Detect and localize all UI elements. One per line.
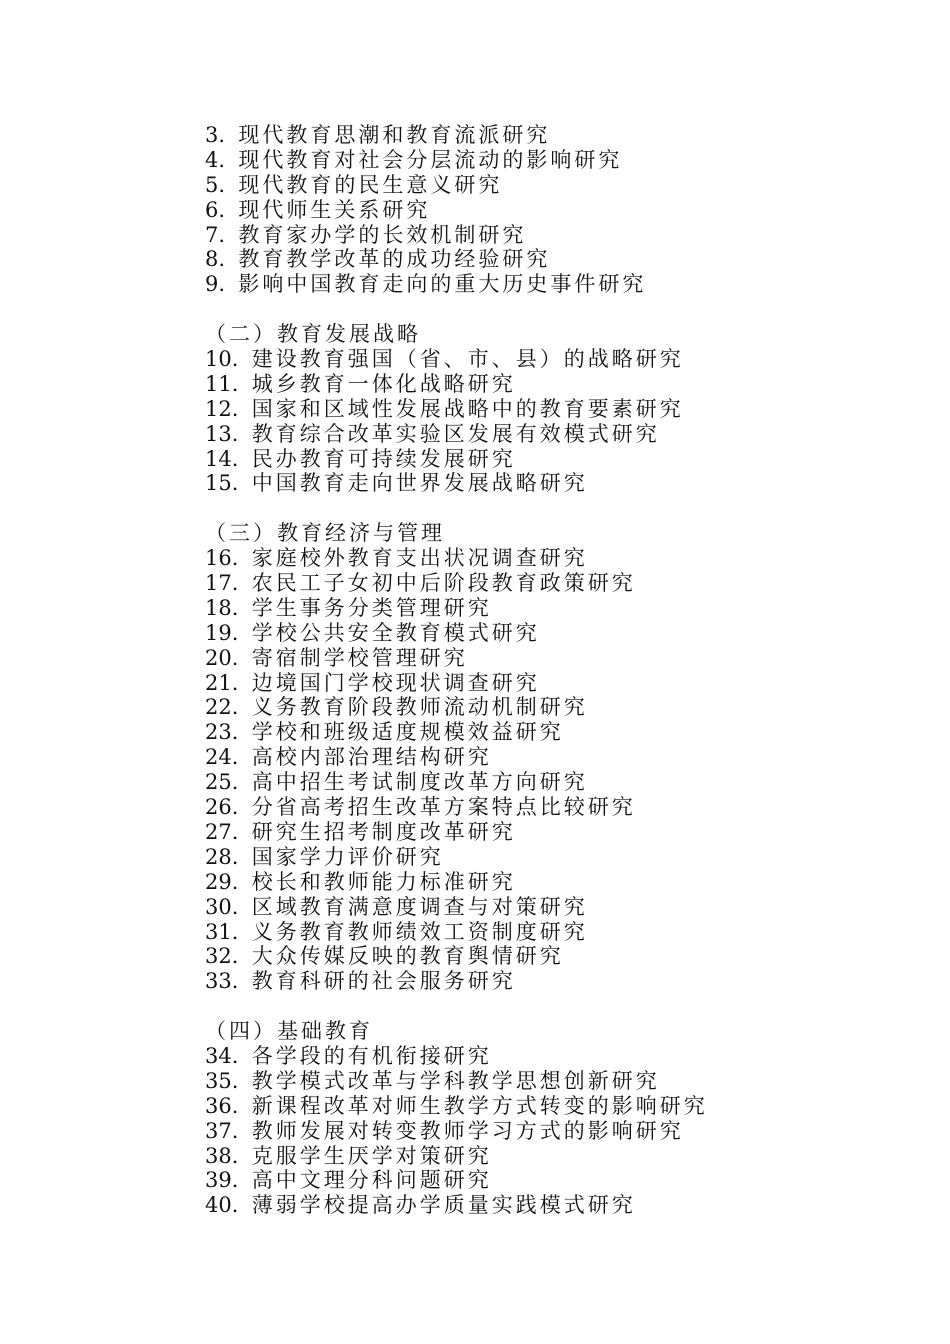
item-text: 高中招生考试制度改革方向研究 (251, 770, 588, 795)
list-item (205, 795, 925, 820)
list-item (205, 671, 925, 696)
item-number: 35. (205, 1068, 239, 1093)
item-text: 学校和班级适度规模效益研究 (251, 720, 564, 745)
item-text: 家庭校外教育支出状况调查研究 (251, 546, 588, 571)
item-text: 教学模式改革与学科教学思想创新研究 (251, 1068, 660, 1093)
item-text: 影响中国教育走向的重大历史事件研究 (238, 272, 647, 297)
item-number: 30. (205, 894, 239, 919)
item-text: 民办教育可持续发展研究 (251, 446, 516, 471)
item-number: 18. (205, 595, 239, 620)
section-heading-text: （四）基础教育 (205, 1019, 373, 1044)
item-number: 32. (205, 944, 239, 969)
item-number: 11. (205, 371, 239, 396)
item-number: 8. (205, 247, 226, 272)
document-page (205, 123, 925, 1218)
section-economics-management (205, 521, 925, 994)
item-number: 39. (205, 1168, 239, 1193)
item-number: 6. (205, 197, 226, 222)
item-text: 学生事务分类管理研究 (251, 595, 492, 620)
list-item (205, 397, 925, 422)
item-text: 现代师生关系研究 (238, 197, 431, 222)
list-item (205, 720, 925, 745)
section-heading (205, 521, 925, 546)
item-text: 农民工子女初中后阶段教育政策研究 (251, 571, 636, 596)
item-text: 寄宿制学校管理研究 (251, 645, 468, 670)
list-item (205, 1119, 925, 1144)
item-text: 大众传媒反映的教育舆情研究 (251, 944, 564, 969)
item-number: 25. (205, 770, 239, 795)
item-text: 研究生招考制度改革研究 (251, 819, 516, 844)
list-item (205, 820, 925, 845)
item-number: 5. (205, 172, 226, 197)
item-text: 义务教育阶段教师流动机制研究 (251, 695, 588, 720)
item-text: 国家和区域性发展战略中的教育要素研究 (251, 396, 684, 421)
item-number: 36. (205, 1093, 239, 1118)
item-number: 29. (205, 869, 239, 894)
list-item (205, 845, 925, 870)
list-item (205, 1168, 925, 1193)
item-number: 7. (205, 222, 226, 247)
list-item (205, 1094, 925, 1119)
item-number: 17. (205, 571, 239, 596)
item-number: 4. (205, 147, 226, 172)
item-text: 中国教育走向世界发展战略研究 (251, 471, 588, 496)
list-item (205, 422, 925, 447)
item-number: 10. (205, 347, 239, 372)
item-number: 21. (205, 670, 239, 695)
item-text: 建设教育强国（省、市、县）的战略研究 (251, 347, 684, 372)
item-number: 19. (205, 620, 239, 645)
item-number: 22. (205, 695, 239, 720)
item-text: 薄弱学校提高办学质量实践模式研究 (251, 1193, 636, 1218)
item-text: 教育综合改革实验区发展有效模式研究 (251, 421, 660, 446)
list-item (205, 123, 925, 148)
list-item (205, 347, 925, 372)
list-item (205, 870, 925, 895)
item-text: 学校公共安全教育模式研究 (251, 620, 540, 645)
item-text: 教育科研的社会服务研究 (251, 969, 516, 994)
list-item (205, 969, 925, 994)
section-basic-education (205, 1019, 925, 1218)
list-item (205, 596, 925, 621)
list-item (205, 646, 925, 671)
list-item (205, 621, 925, 646)
list-item (205, 546, 925, 571)
item-text: 各学段的有机衔接研究 (251, 1043, 492, 1068)
list-item (205, 1069, 925, 1094)
item-text: 义务教育教师绩效工资制度研究 (251, 919, 588, 944)
item-number: 16. (205, 546, 239, 571)
list-item (205, 1193, 925, 1218)
item-text: 新课程改革对师生教学方式转变的影响研究 (251, 1093, 708, 1118)
list-item (205, 1144, 925, 1169)
list-item (205, 272, 925, 297)
list-item (205, 944, 925, 969)
list-item (205, 920, 925, 945)
list-item (205, 148, 925, 173)
item-text: 教育教学改革的成功经验研究 (238, 247, 551, 272)
list-item (205, 372, 925, 397)
item-number: 23. (205, 720, 239, 745)
list-item (205, 1044, 925, 1069)
list-item (205, 571, 925, 596)
item-text: 现代教育的民生意义研究 (238, 172, 503, 197)
item-number: 37. (205, 1118, 239, 1143)
item-text: 区域教育满意度调查与对策研究 (251, 894, 588, 919)
list-item (205, 247, 925, 272)
item-text: 分省高考招生改革方案特点比较研究 (251, 795, 636, 820)
item-number: 3. (205, 123, 226, 147)
topic-list-continued (205, 123, 925, 297)
item-number: 34. (205, 1043, 239, 1068)
item-number: 9. (205, 272, 226, 297)
item-text: 边境国门学校现状调查研究 (251, 670, 540, 695)
list-item (205, 471, 925, 496)
item-text: 城乡教育一体化战略研究 (251, 371, 516, 396)
list-item (205, 198, 925, 223)
item-text: 高中文理分科问题研究 (251, 1168, 492, 1193)
item-number: 38. (205, 1143, 239, 1168)
section-heading-text: （三）教育经济与管理 (205, 521, 445, 546)
item-number: 14. (205, 446, 239, 471)
item-text: 克服学生厌学对策研究 (251, 1143, 492, 1168)
item-text: 校长和教师能力标准研究 (251, 869, 516, 894)
section-heading (205, 1019, 925, 1044)
list-item (205, 895, 925, 920)
list-item (205, 745, 925, 770)
item-text: 教师发展对转变教师学习方式的影响研究 (251, 1118, 684, 1143)
item-number: 28. (205, 844, 239, 869)
item-number: 24. (205, 745, 239, 770)
list-item (205, 770, 925, 795)
item-number: 33. (205, 969, 239, 994)
item-text: 教育家办学的长效机制研究 (238, 222, 527, 247)
section-heading-text: （二）教育发展战略 (205, 322, 421, 347)
list-item (205, 695, 925, 720)
list-item (205, 223, 925, 248)
item-number: 27. (205, 819, 239, 844)
item-text: 现代教育思潮和教育流派研究 (238, 123, 551, 147)
item-text: 国家学力评价研究 (251, 844, 444, 869)
list-item (205, 447, 925, 472)
item-number: 31. (205, 919, 239, 944)
item-number: 40. (205, 1193, 239, 1218)
item-number: 20. (205, 645, 239, 670)
section-development-strategy (205, 322, 925, 496)
item-number: 12. (205, 396, 239, 421)
item-number: 15. (205, 471, 239, 496)
list-item (205, 173, 925, 198)
item-text: 高校内部治理结构研究 (251, 745, 492, 770)
item-number: 26. (205, 795, 239, 820)
section-heading (205, 322, 925, 347)
item-number: 13. (205, 421, 239, 446)
item-text: 现代教育对社会分层流动的影响研究 (238, 147, 623, 172)
